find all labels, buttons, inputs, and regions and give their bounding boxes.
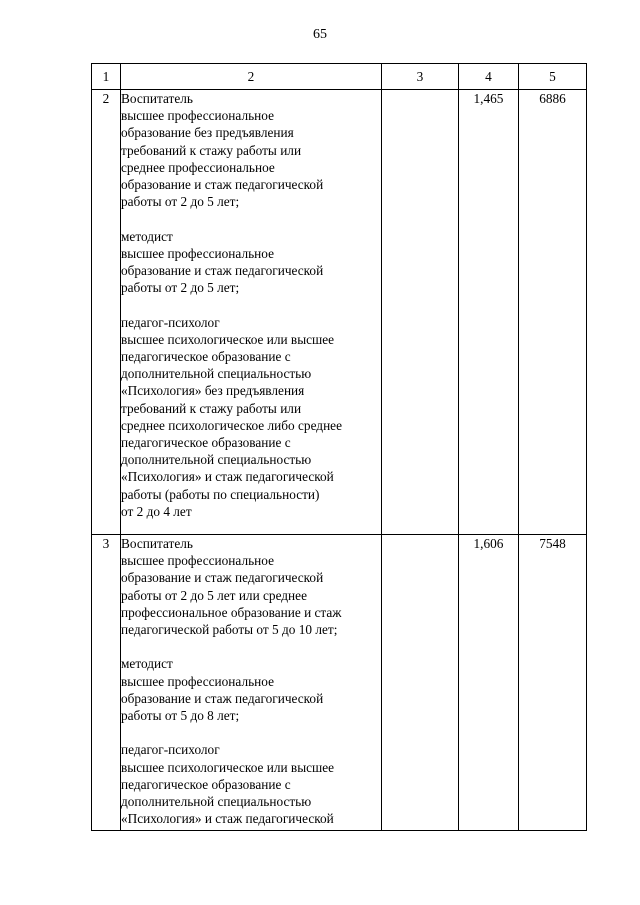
- text-line: высшее психологическое или высшее: [121, 759, 335, 775]
- text-line: работы от 2 до 5 лет;: [121, 194, 240, 210]
- coefficient-cell: 1,606: [459, 535, 519, 831]
- header-col-4: 4: [459, 64, 519, 90]
- text-line: высшее психологическое или высшее: [121, 331, 335, 347]
- blank-line: [121, 210, 381, 227]
- text-line: требований к стажу работы или: [121, 400, 302, 416]
- salary-table: [91, 63, 587, 831]
- text-line: образование и стаж педагогической: [121, 690, 324, 706]
- text-line: высшее профессиональное: [121, 245, 274, 261]
- text-line: среднее профессиональное: [121, 159, 275, 175]
- text-line: педагогической работы от 5 до 10 лет;: [121, 622, 338, 638]
- text-line: требований к стажу работы или: [121, 142, 302, 158]
- text-line: работы от 2 до 5 лет;: [121, 280, 240, 296]
- text-line: высшее профессиональное: [121, 673, 274, 689]
- text-line: «Психология» и стаж педагогической: [121, 469, 334, 485]
- table-row: [92, 90, 587, 535]
- col3-cell: [382, 90, 459, 535]
- header-col-2: 2: [121, 64, 382, 90]
- blank-line: [121, 724, 381, 741]
- text-line: педагог-психолог: [121, 742, 220, 758]
- text-line: методист: [121, 228, 173, 244]
- coefficient-cell: 1,465: [459, 90, 519, 535]
- text-line: педагогическое образование с: [121, 349, 291, 365]
- text-line: среднее психологическое либо среднее: [121, 417, 342, 433]
- table-header: [92, 64, 587, 90]
- qualification-description: [121, 535, 382, 831]
- text-line: педагогическое образование с: [121, 776, 291, 792]
- row-number: 2: [92, 90, 121, 535]
- text-line: от 2 до 4 лет: [121, 503, 192, 519]
- text-line: методист: [121, 656, 173, 672]
- text-line: Воспитатель: [121, 536, 193, 551]
- salary-cell: 6886: [519, 90, 587, 535]
- header-col-1: 1: [92, 64, 121, 90]
- text-line: Воспитатель: [121, 91, 193, 106]
- text-line: работы (работы по специальности): [121, 486, 320, 502]
- blank-line: [121, 638, 381, 655]
- blank-line: [121, 296, 381, 313]
- text-line: профессиональное образование и стаж: [121, 604, 342, 620]
- text-line: «Психология» и стаж педагогической: [121, 811, 334, 827]
- text-line: высшее профессиональное: [121, 553, 274, 569]
- row-number: 3: [92, 535, 121, 831]
- text-line: образование и стаж педагогической: [121, 570, 324, 586]
- header-row: [92, 64, 587, 90]
- text-line: образование и стаж педагогической: [121, 177, 324, 193]
- page-number: 65: [313, 27, 327, 42]
- text-line: «Психология» без предъявления: [121, 383, 305, 399]
- header-col-3: 3: [382, 64, 459, 90]
- text-line: дополнительной специальностью: [121, 452, 312, 468]
- text-line: педагогическое образование с: [121, 435, 291, 451]
- text-line: педагог-психолог: [121, 314, 220, 330]
- qualification-description: [121, 90, 382, 535]
- text-line: образование без предъявления: [121, 125, 294, 141]
- header-col-5: 5: [519, 64, 587, 90]
- table-row: [92, 535, 587, 831]
- text-line: работы от 5 до 8 лет;: [121, 708, 240, 724]
- col3-cell: [382, 535, 459, 831]
- text-line: высшее профессиональное: [121, 108, 274, 124]
- text-line: образование и стаж педагогической: [121, 263, 324, 279]
- text-line: дополнительной специальностью: [121, 794, 312, 810]
- text-line: дополнительной специальностью: [121, 366, 312, 382]
- text-line: работы от 2 до 5 лет или среднее: [121, 587, 307, 603]
- salary-cell: 7548: [519, 535, 587, 831]
